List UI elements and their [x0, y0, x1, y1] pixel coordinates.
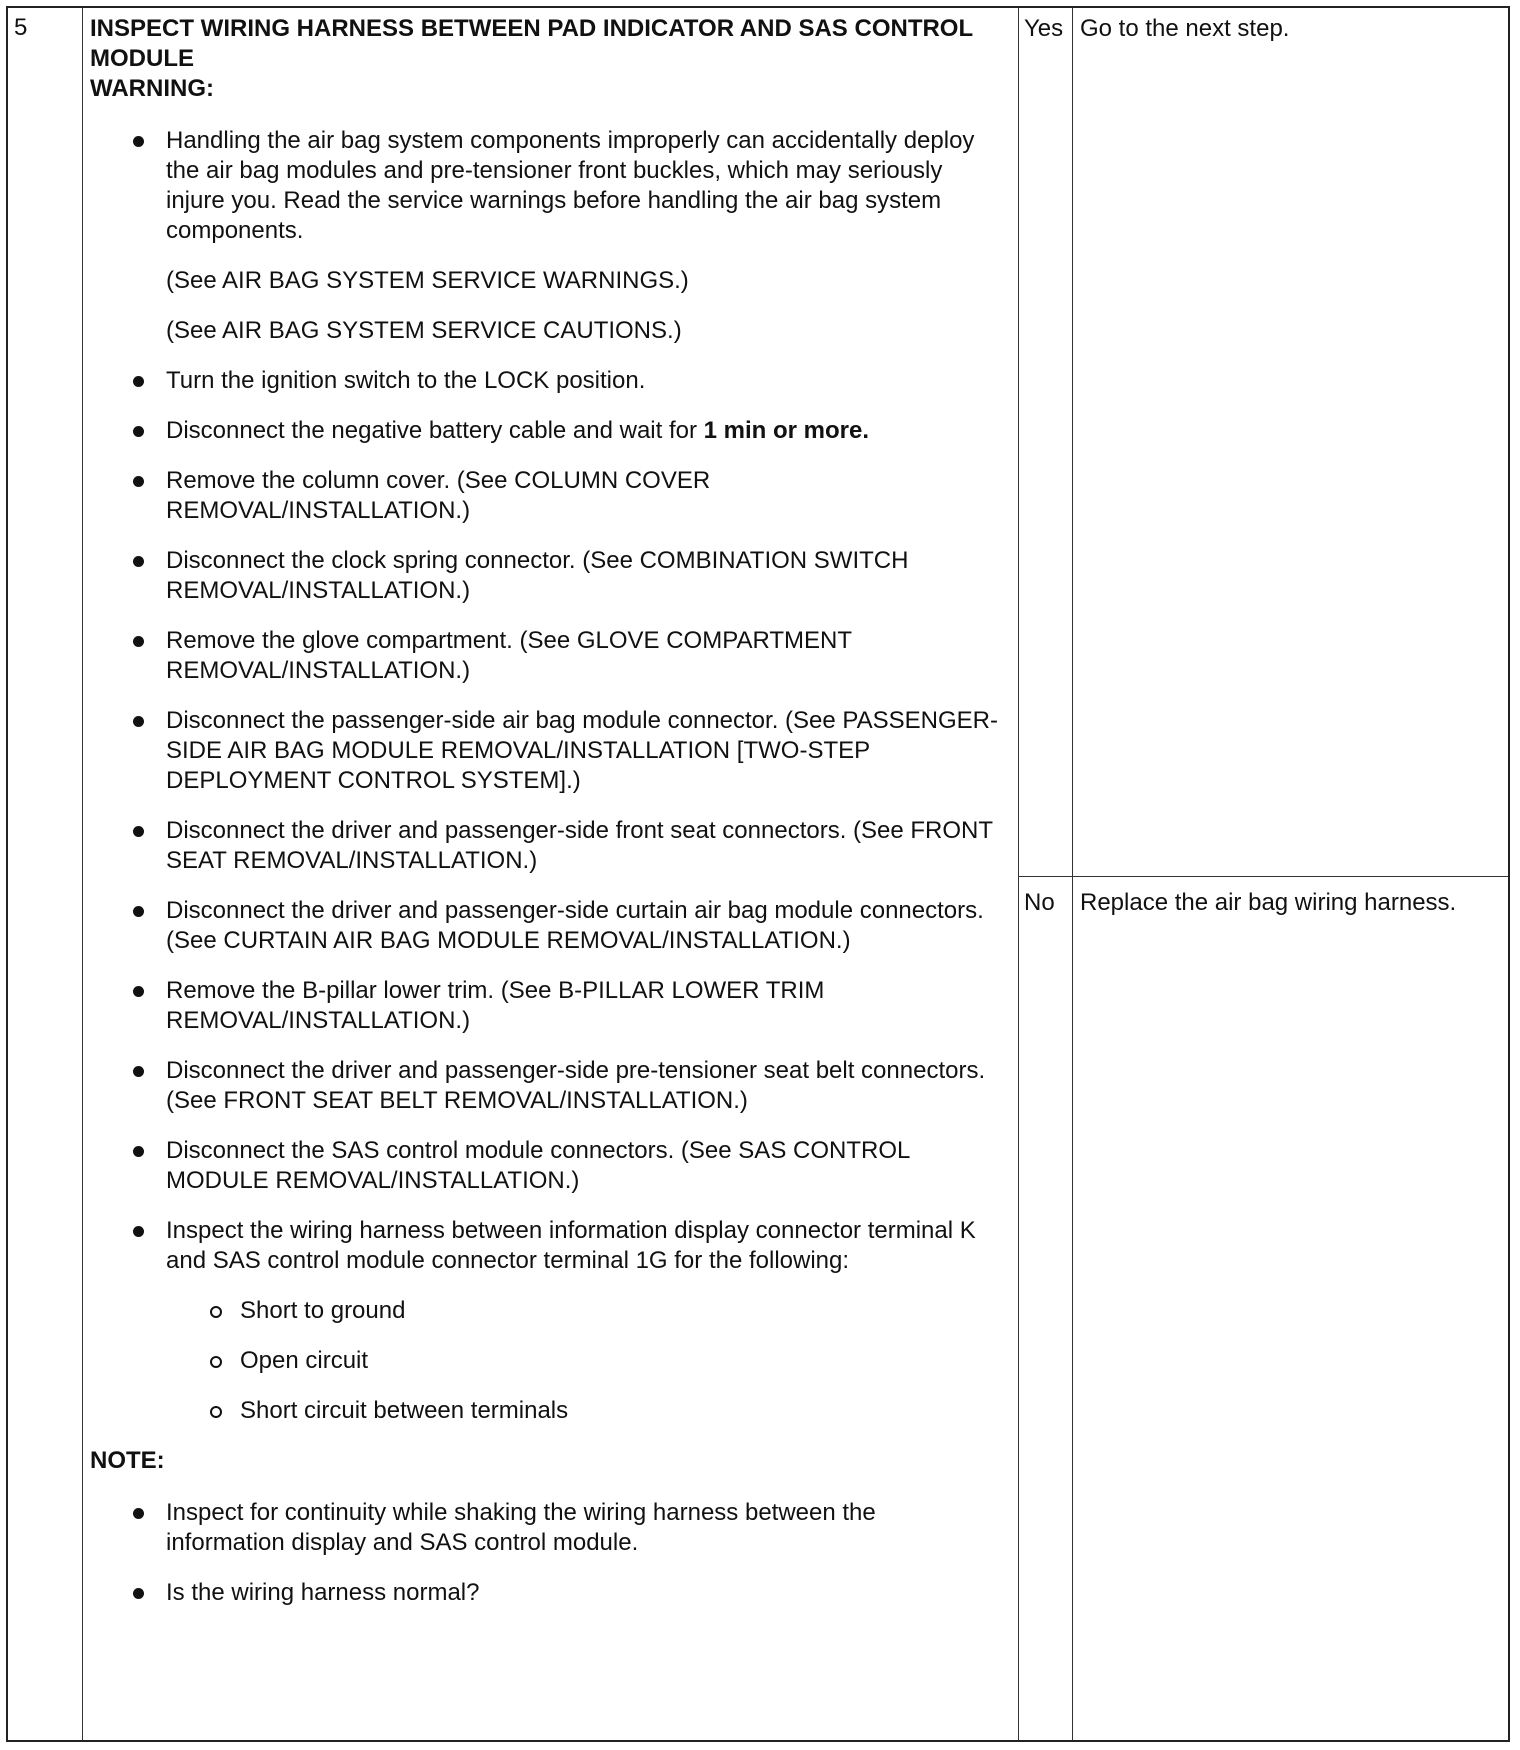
list-item: Disconnect the driver and passenger-side front seat connectors. (See FRONT SEAT REMOVAL/INSTALLATION.) [90, 816, 1000, 876]
list-item: Inspect for continuity while shaking the wiring harness between the information display and SAS control module. [90, 1498, 1000, 1558]
yes-label: Yes [1024, 15, 1064, 42]
column-divider [82, 8, 83, 1740]
step-title: INSPECT WIRING HARNESS BETWEEN PAD INDICATOR AND SAS CONTROL MODULE [90, 15, 973, 72]
warning-label: WARNING: [90, 75, 214, 102]
inspect-instruction: Inspect the wiring harness between information display connector terminal K and SAS control module connector terminal 1G for the following: [166, 1217, 976, 1274]
list-item [90, 126, 1000, 346]
list-item: Turn the ignition switch to the LOCK position. [90, 366, 1000, 396]
no-action: Replace the air bag wiring harness. [1080, 889, 1457, 916]
list-item: Disconnect the passenger-side air bag module connector. (See PASSENGER-SIDE AIR BAG MODULE REMOVAL/INSTALLATION [TWO-STEP DEPLOYMENT CONTROL SYSTEM].) [90, 706, 1000, 796]
step-number: 5 [14, 14, 28, 41]
list-item: Disconnect the driver and passenger-side pre-tensioner seat belt connectors. (See FRONT SEAT BELT REMOVAL/INSTALLATION.) [90, 1056, 1000, 1116]
yes-action: Go to the next step. [1080, 15, 1290, 42]
warning-text: Handling the air bag system components improperly can accidentally deploy the air bag modules and pre-tensioner front buckles, which may seriously injure you. Read the service warnings before handling the air bag system components. [166, 127, 975, 244]
list-item [90, 1216, 1000, 1426]
warning-reference: (See AIR BAG SYSTEM SERVICE WARNINGS.) [166, 267, 689, 294]
column-divider [1018, 8, 1019, 1740]
battery-step-text: Disconnect the negative battery cable and wait for [166, 417, 704, 444]
list-item: Remove the glove compartment. (See GLOVE COMPARTMENT REMOVAL/INSTALLATION.) [90, 626, 1000, 686]
list-item: Remove the column cover. (See COLUMN COVER REMOVAL/INSTALLATION.) [90, 466, 1000, 526]
no-label: No [1024, 889, 1055, 916]
note-list [90, 1498, 1000, 1608]
list-item [90, 416, 1000, 446]
row-divider [1018, 876, 1508, 877]
procedure-list [90, 126, 1000, 1426]
list-item: Is the wiring harness normal? [90, 1578, 1000, 1608]
caution-reference: (See AIR BAG SYSTEM SERVICE CAUTIONS.) [166, 317, 682, 344]
inspect-items [90, 1296, 1000, 1426]
battery-wait-time: 1 min or more. [703, 417, 870, 444]
note-label: NOTE: [90, 1447, 165, 1474]
inspection-step-table [6, 6, 1510, 1742]
list-item: Remove the B-pillar lower trim. (See B-PILLAR LOWER TRIM REMOVAL/INSTALLATION.) [90, 976, 1000, 1036]
list-item: Disconnect the driver and passenger-side curtain air bag module connectors. (See CURTAIN AIR BAG MODULE REMOVAL/INSTALLATION.) [90, 896, 1000, 956]
inspect-item: Short circuit between terminals [90, 1396, 1000, 1426]
step-content [90, 14, 1000, 1608]
inspect-item: Short to ground [90, 1296, 1000, 1326]
list-item: Disconnect the SAS control module connectors. (See SAS CONTROL MODULE REMOVAL/INSTALLATION.) [90, 1136, 1000, 1196]
list-item: Disconnect the clock spring connector. (See COMBINATION SWITCH REMOVAL/INSTALLATION.) [90, 546, 1000, 606]
column-divider [1072, 8, 1073, 1740]
inspect-item: Open circuit [90, 1346, 1000, 1376]
